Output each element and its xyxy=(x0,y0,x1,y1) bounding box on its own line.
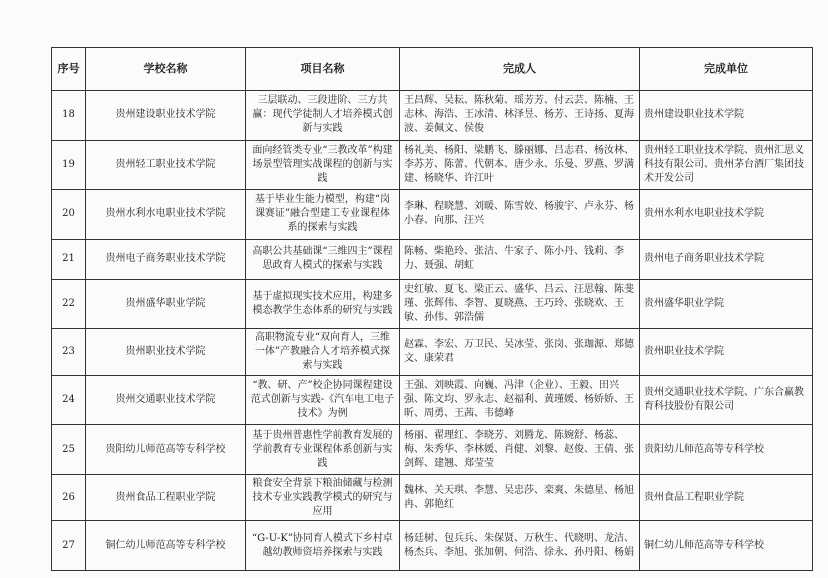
cell-school: 贵州食品工程职业学院 xyxy=(86,474,246,520)
cell-no: 21 xyxy=(52,239,86,279)
cell-project: 粮食安全背景下粮油储藏与检测技术专业实践教学模式的研究与应用 xyxy=(246,474,400,520)
table-row xyxy=(52,190,813,240)
cell-school: 贵州建设职业技术学院 xyxy=(86,91,246,141)
cell-unit: 贵州建设职业技术学院 xyxy=(640,91,813,141)
awards-table xyxy=(51,47,813,571)
cell-project: 三层联动、三段进阶、三方共赢：现代学徒制人才培养模式创新与实践 xyxy=(246,91,400,141)
cell-no: 20 xyxy=(52,190,86,240)
cell-people: 杨廷树、包兵兵、朱保贤、万秋生、代晓明、龙洁、杨杰兵、李旭、张加朝、何浩、徐永、孙丹阳、杨娟 xyxy=(400,521,640,571)
cell-project: 基于虚拟现实技术应用，构建多模态教学生态体系的研究与实践 xyxy=(246,279,400,329)
cell-no: 22 xyxy=(52,279,86,329)
cell-no: 18 xyxy=(52,91,86,141)
cell-people: 王强、刘映霞、向巍、冯津（企业）、王毅、田兴强、陈文均、罗永志、赵福利、黄瑾媛、杨娇娇、王昕、周勇、王茜、韦德峰 xyxy=(400,375,640,425)
cell-project: 基于毕业生能力模型，构建“岗课赛证”融合型建工专业课程体系的探索与实践 xyxy=(246,190,400,240)
table-row xyxy=(52,140,813,190)
cell-unit: 贵州盛华职业学院 xyxy=(640,279,813,329)
cell-no: 24 xyxy=(52,375,86,425)
cell-school: 铜仁幼儿师范高等专科学校 xyxy=(86,521,246,571)
header-project: 项目名称 xyxy=(246,48,400,91)
table-row xyxy=(52,521,813,571)
cell-no: 19 xyxy=(52,140,86,190)
cell-unit: 贵州职业技术学院 xyxy=(640,329,813,375)
cell-school: 贵州交通职业技术学院 xyxy=(86,375,246,425)
cell-unit: 贵州水利水电职业技术学院 xyxy=(640,190,813,240)
table-row xyxy=(52,91,813,141)
cell-school: 贵州轻工职业技术学院 xyxy=(86,140,246,190)
cell-people: 赵霖、李宏、万卫民、吴冰莹、张岗、张珈源、郑德文、康荣君 xyxy=(400,329,640,375)
cell-school: 贵州水利水电职业技术学院 xyxy=(86,190,246,240)
table-row xyxy=(52,329,813,375)
cell-unit: 贵州轻工职业技术学院、贵州汇思义科技有限公司、贵州茅台酒厂集团技术开发公司 xyxy=(640,140,813,190)
cell-unit: 贵州交通职业技术学院、广东合赢教育科技股份有限公司 xyxy=(640,375,813,425)
table-header-row xyxy=(52,48,813,91)
cell-project: “G-U-K”协同育人模式下乡村卓越幼教师资培养探索与实践 xyxy=(246,521,400,571)
cell-unit: 贵阳幼儿师范高等专科学校 xyxy=(640,425,813,475)
cell-no: 23 xyxy=(52,329,86,375)
cell-unit: 铜仁幼儿师范高等专科学校 xyxy=(640,521,813,571)
cell-project: 面向经管类专业“三教改革”构建场景型管理实战课程的创新与实践 xyxy=(246,140,400,190)
cell-school: 贵州盛华职业学院 xyxy=(86,279,246,329)
cell-no: 26 xyxy=(52,474,86,520)
cell-school: 贵州电子商务职业技术学院 xyxy=(86,239,246,279)
table-row xyxy=(52,279,813,329)
table-body xyxy=(52,91,813,571)
header-people: 完成人 xyxy=(400,48,640,91)
cell-project: 高职物流专业“双向育人，三维一体”产教融合人才培养模式探索与实践 xyxy=(246,329,400,375)
cell-people: 史红敏、夏飞、梁正云、盛华、吕云、汪思翰、陈斐瑾、张辉伟、李智、夏晓燕、王巧玲、张晓欢、王敏、孙伟、郭浩儒 xyxy=(400,279,640,329)
cell-people: 王昌辉、吴耘、陈秋菊、瑶芳芳、付云芸、陈楠、王志林、海浩、王冰清、林泽昱、杨芳、王诗扬、夏海波、姜佩文、侯俊 xyxy=(400,91,640,141)
cell-people: 杨礼美、杨阳、梁鹏飞、滕丽娜、吕志君、杨汝林、李苏芳、陈蕾、代朝本、唐少永、乐曼、罗燕、罗满建、杨晓华、许江叶 xyxy=(400,140,640,190)
cell-people: 李琳、程晓慧、刘暖、陈雪姣、杨骏宇、卢永芬、杨小春、向那、汪兴 xyxy=(400,190,640,240)
cell-people: 陈畅、柴艳玲、张洁、牛家子、陈小丹、钱莉、李力、聂强、胡虹 xyxy=(400,239,640,279)
cell-project: 基于贵州普惠性学前教育发展的学前教育专业课程体系创新与实践 xyxy=(246,425,400,475)
cell-people: 魏林、关天琪、李慧、吴忠莎、栾爽、朱德星、杨旭冉、郭艳红 xyxy=(400,474,640,520)
cell-project: “教、研、产”校企协同课程建设范式创新与实践-《汽车电工电子技术》为例 xyxy=(246,375,400,425)
cell-school: 贵州职业技术学院 xyxy=(86,329,246,375)
cell-no: 27 xyxy=(52,521,86,571)
cell-unit: 贵州食品工程职业学院 xyxy=(640,474,813,520)
header-school: 学校名称 xyxy=(86,48,246,91)
table-row xyxy=(52,425,813,475)
table-row xyxy=(52,375,813,425)
table-row xyxy=(52,239,813,279)
header-no: 序号 xyxy=(52,48,86,91)
cell-people: 杨丽、翟理红、李晓芳、刘腾龙、陈婉舒、杨蕊、梅、朱秀华、李林媛、肖健、刘黎、赵俊、王倩、张剑辉、建翘、郑莹莹 xyxy=(400,425,640,475)
cell-school: 贵阳幼儿师范高等专科学校 xyxy=(86,425,246,475)
table-row xyxy=(52,474,813,520)
header-unit: 完成单位 xyxy=(640,48,813,91)
cell-unit: 贵州电子商务职业技术学院 xyxy=(640,239,813,279)
cell-project: 高职公共基础课“三维四主”课程思政育人模式的探索与实践 xyxy=(246,239,400,279)
cell-no: 25 xyxy=(52,425,86,475)
